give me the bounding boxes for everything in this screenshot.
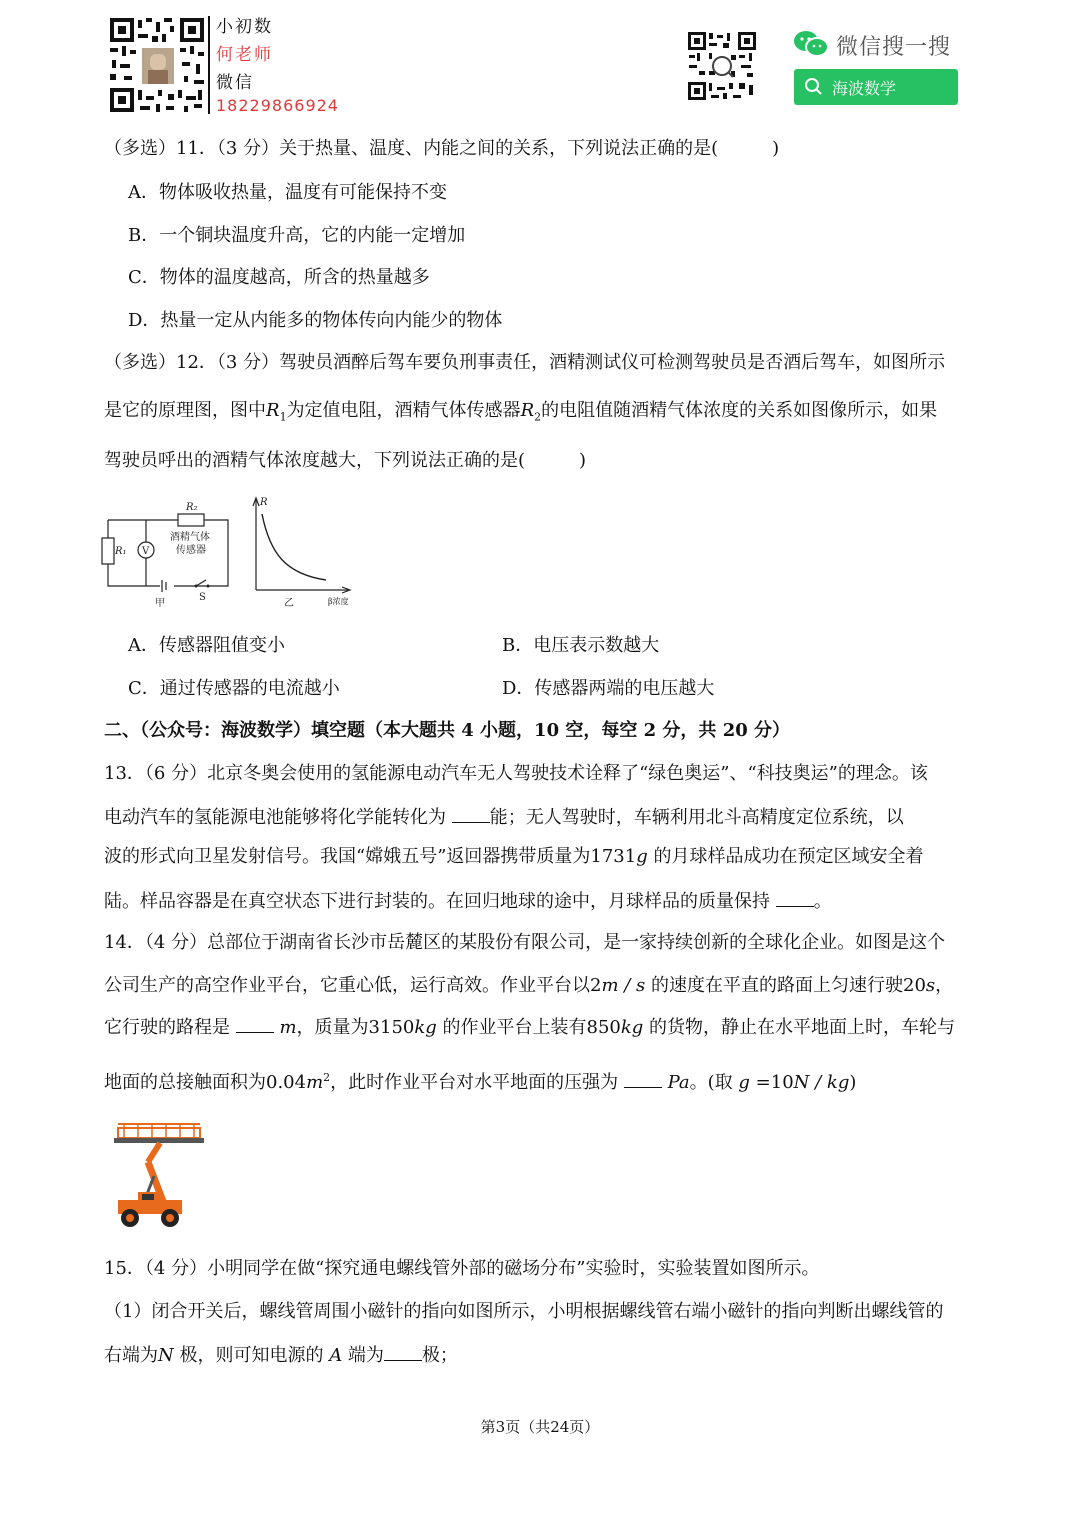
page-footer: 第3页（共24页）	[480, 1418, 600, 1436]
q12-option-d: D．传感器两端的电压越大	[502, 678, 715, 699]
fig-sensor-label-2: 传感器	[176, 545, 206, 556]
q14-line2: 公司生产的高空作业平台，它重心低，运行高效。作业平台以2m / s 的速度在平直的路面上匀速行驶20s，	[104, 975, 954, 996]
wechat-search-title: 微信搜一搜	[836, 35, 952, 60]
q15-blank-1[interactable]	[384, 1344, 422, 1361]
search-icon	[804, 77, 824, 97]
haibo-search-button[interactable]	[794, 69, 958, 105]
q14-line4: 地面的总接触面积为$0.04m^2$，此时作业平台对水平地面的压强为 Pa。(取 g =10N / kg)	[104, 1071, 857, 1093]
q11-option-a: A．物体吸收热量，温度有可能保持不变	[128, 182, 447, 203]
fig-r2-label: R₂	[186, 502, 198, 513]
qr-code-left	[108, 16, 206, 114]
contact-line1: 小初数	[216, 17, 273, 37]
q13-line1: 13．（6 分）北京冬奥会使用的氢能源电动汽车无人驾驶技术诠释了“绿色奥运”、“科技奥运”的理念。该	[104, 763, 928, 784]
q13-line3: 波的形式向卫星发射信号。我国“嫦娥五号”返回器携带质量为1731g 的月球样品成功在预定区域安全着	[104, 846, 924, 867]
search-label: 海波数学	[832, 78, 897, 98]
q13-line4: 陆。样品容器是在真空状态下进行封装的。在回归地球的途中，月球样品的质量保持 。	[104, 891, 832, 912]
q12-line2: 是它的原理图，图中$R_1$为定值电阻，酒精气体传感器$R_2$的电阻值随酒精气体浓度的关系如图像所示，如果	[104, 400, 938, 424]
fig-voltmeter-label: V	[142, 546, 150, 557]
fig-r1-label: R₁	[115, 546, 127, 557]
contact-phone: 18229866924	[216, 96, 339, 115]
q14-blank-1[interactable]	[236, 1016, 274, 1033]
q14-blank-2[interactable]	[624, 1071, 662, 1088]
fig-x-axis-label: β浓度	[328, 597, 349, 606]
q11-option-d: D．热量一定从内能多的物体传向内能少的物体	[128, 310, 503, 331]
q15-line3: 右端为N 极，则可知电源的 A 端为 极；	[104, 1345, 458, 1366]
q14-line3: 它行驶的路程是 m，质量为3150kg 的作业平台上装有850kg 的货物，静止在水平地面上时，车轮与	[104, 1017, 956, 1038]
q12-line3: 驾驶员呼出的酒精气体浓度越大，下列说法正确的是( )	[104, 450, 587, 471]
q14-line1: 14．（4 分）总部位于湖南省长沙市岳麓区的某股份有限公司，是一家持续创新的全球化企业。如图是这个	[104, 932, 946, 953]
aerial-work-platform-image	[104, 1118, 204, 1230]
q11-stem: （多选）11．（3 分）关于热量、温度、内能之间的关系，下列说法正确的是( )	[104, 138, 780, 159]
section2-heading: 二、（公众号：海波数学）填空题（本大题共 4 小题，10 空，每空 2 分，共 20 分）	[104, 720, 791, 741]
q12-figure	[100, 492, 360, 614]
qr-divider	[208, 16, 210, 114]
q13-blank-2[interactable]	[776, 890, 814, 907]
fig-jia-label: 甲	[155, 598, 165, 609]
fig-sensor-label-1: 酒精气体	[170, 532, 210, 543]
q12-option-a: A．传感器阻值变小	[128, 635, 285, 656]
q12-option-b: B．电压表示数越大	[502, 635, 660, 656]
fig-switch-label: S	[199, 592, 206, 603]
fig-r-axis-label: R	[260, 497, 268, 508]
q13-line2: 电动汽车的氢能源电池能够将化学能转化为 能；无人驾驶时，车辆利用北斗高精度定位系统，以	[104, 807, 904, 828]
q15-line2: （1）闭合开关后，螺线管周围小磁针的指向如图所示，小明根据螺线管右端小磁针的指向判断出螺线管的	[104, 1301, 944, 1322]
q11-option-c: C．物体的温度越高，所含的热量越多	[128, 267, 430, 288]
q12-line1: （多选）12．（3 分）驾驶员酒醉后驾车要负刑事责任，酒精测试仪可检测驾驶员是否酒后驾车，如图所示	[104, 352, 946, 373]
qr-code-right	[687, 31, 757, 101]
contact-line2: 何老师	[216, 45, 273, 65]
q15-line1: 15．（4 分）小明同学在做“探究通电螺线管外部的磁场分布”实验时，实验装置如图所示。	[104, 1258, 820, 1279]
q11-option-b: B．一个铜块温度升高，它的内能一定增加	[128, 225, 466, 246]
contact-line3: 微信	[216, 73, 254, 93]
q13-blank-1[interactable]	[452, 806, 490, 823]
q12-option-c: C．通过传感器的电流越小	[128, 678, 340, 699]
fig-yi-label: 乙	[284, 598, 294, 609]
wechat-logo	[793, 30, 829, 58]
